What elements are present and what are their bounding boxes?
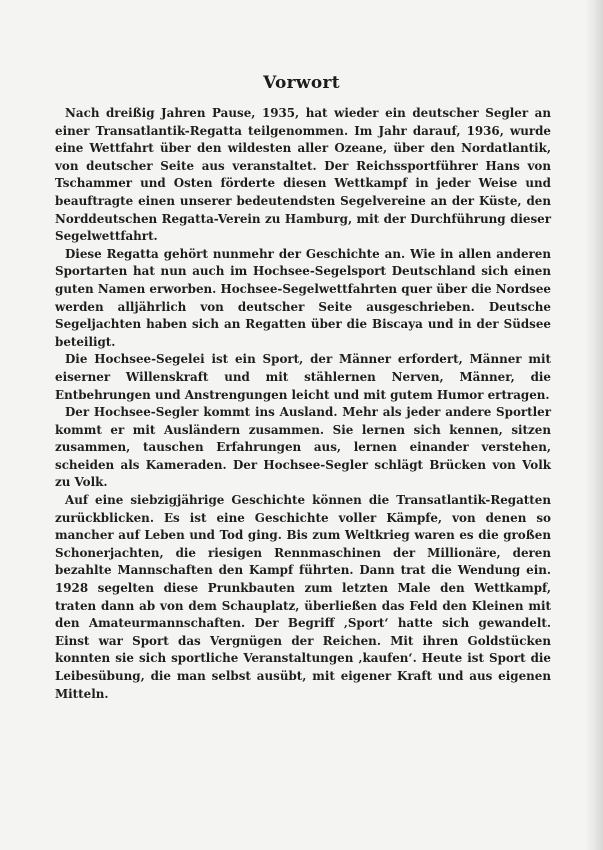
paragraph-1: Nach dreißig Jahren Pause, 1935, hat wieder ein deutscher Segler an einer Transatlantik-Regatta teilgenommen. Im Jahr darauf, 1936, wurde eine Wettfahrt über den wildesten aller Ozeane, über den Nordatlantik, von deutscher Seite aus veranstaltet. Der Reichssportführer Hans von Tschammer und Osten förderte diesen Wettkampf in jeder Weise und beauftragte einen unserer bedeutendsten Segelvereine an der Küste, den Norddeutschen Regatta-Verein zu Hamburg, mit der Durchführung dieser Segelwettfahrt. [55, 106, 551, 244]
paragraph-2: Diese Regatta gehört nunmehr der Geschichte an. Wie in allen anderen Sportarten hat nun auch im Hochsee-Segelsport Deutschland sich einen guten Namen erworben. Hochsee-Segelwettfahrten quer über die Nordsee werden alljährlich von deutscher Seite ausgeschrieben. Deutsche Segeljachten haben sich an Regatten über die Biscaya und in der Südsee beteiligt. [55, 246, 551, 349]
paragraph-5: Auf eine siebzigjährige Geschichte können die Transatlantik-Regatten zurückblicken. Es ist eine Geschichte voller Kämpfe, von denen so mancher auf Leben und Tod ging. Bis zum Weltkrieg waren es die großen Schonerjachten, die riesigen Rennmaschinen der Millionäre, deren bezahlte Mannschaften den Kampf führten. Dann trat die Wendung ein. 1928 segelten diese Prunkbauten zum letzten Male den Wettkampf, traten dann ab von dem Schauplatz, überließen das Feld den Kleinen mit den Amateurmannschaften. Der Begriff ‚Sport‘ hatte sich gewandelt. Einst war Sport das Vergnügen der Reichen. Mit ihren Goldstücken konnten sie sich sportliche Veranstaltungen ‚kaufen‘. Heute ist Sport die Leibesübung, die man selbst ausübt, mit eigener Kraft und aus eigenen Mitteln. [55, 493, 551, 701]
body-text [55, 105, 551, 703]
paragraph-4: Der Hochsee-Segler kommt ins Ausland. Mehr als jeder andere Sportler kommt er mit Ausländern zusammen. Sie lernen sich kennen, sitzen zusammen, tauschen Erfahrungen aus, lernen einander verstehen, scheiden als Kameraden. Der Hochsee-Segler schlägt Brücken von Volk zu Volk. [55, 405, 551, 490]
chapter-heading: Vorwort [263, 73, 340, 93]
paragraph-3: Die Hochsee-Segelei ist ein Sport, der Männer erfordert, Männer mit eiserner Willenskraft und mit stählernen Nerven, Männer, die Entbehrungen und Anstrengungen leicht und mit gutem Humor ertragen. [55, 352, 551, 402]
page-edge-shadow [585, 0, 603, 850]
